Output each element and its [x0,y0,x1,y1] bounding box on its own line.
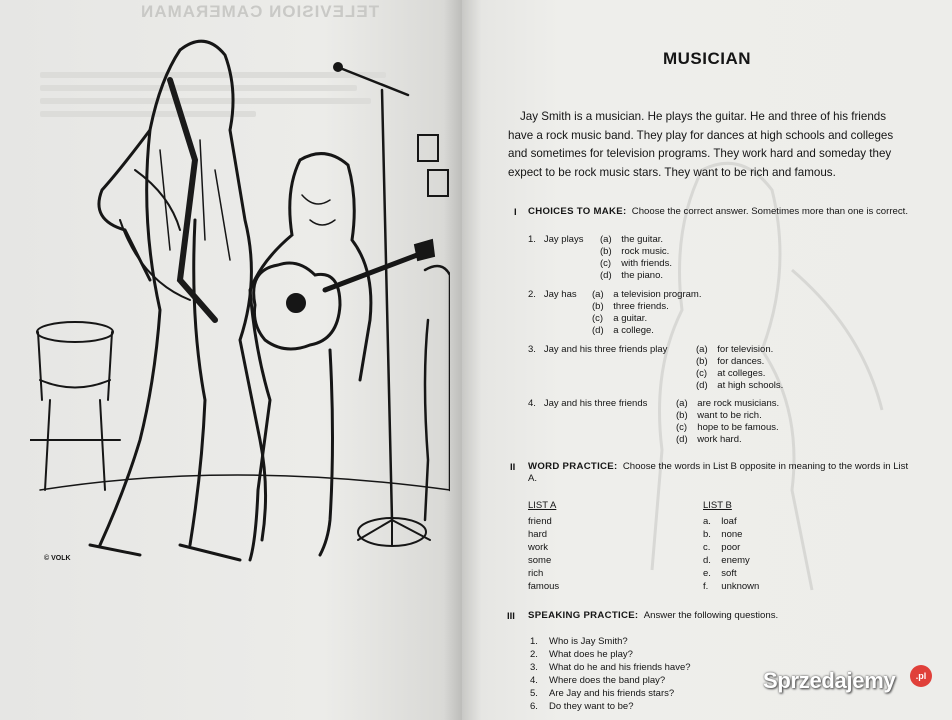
section-2-number: II [510,462,516,473]
section-1-number: I [514,207,517,218]
question-2: 2. Jay has [528,289,577,300]
section-3-text [528,610,912,622]
question-1-option-d: (d) the piano. [600,270,664,281]
list-a-item: friend [528,516,552,527]
microphone-icon [340,68,408,95]
watermark-badge: .pl [910,665,932,687]
question-4-option-c: (c) hope to be famous. [676,422,779,433]
list-b-title: LIST B [703,500,732,511]
section-3-heading: SPEAKING PRACTICE: [528,610,639,621]
speaking-question: 5. Are Jay and his friends stars? [530,688,675,699]
left-page [0,0,462,720]
question-3-option-b: (b) for dances. [696,356,765,367]
bleed-through-title: TELEVISION CAMERAMAN [140,2,380,21]
section-2-heading: WORD PRACTICE: [528,461,618,472]
musicians-illustration [30,20,450,580]
question-3-option-d: (d) at high schools. [696,380,784,391]
question-2-option-c: (c) a guitar. [592,313,648,324]
list-a-item: some [528,555,552,566]
question-3: 3. Jay and his three friends play [528,344,668,355]
speaking-question: 2. What does he play? [530,649,633,660]
section-2-text [528,461,912,484]
speaking-question: 4. Where does the band play? [530,675,666,686]
list-a-item: hard [528,529,548,540]
question-3-option-c: (c) at colleges. [696,368,766,379]
question-2-option-a: (a) a television program. [592,289,702,300]
right-page [462,0,952,720]
list-b-item: f. unknown [703,581,760,592]
question-1-option-a: (a) the guitar. [600,234,664,245]
section-1-heading: CHOICES TO MAKE: [528,206,627,217]
list-b-item: a. loaf [703,516,737,527]
question-2-option-d: (d) a college. [592,325,654,336]
question-1-option-b: (b) rock music. [600,246,670,257]
speaking-question: 3. What do he and his friends have? [530,662,691,673]
question-4-option-d: (d) work hard. [676,434,742,445]
section-1-instruction: Choose the correct answer. Sometimes more than one is correct. [631,206,908,217]
page-title: MUSICIAN [662,49,752,68]
illustration-credit: © VOLK [44,555,71,562]
section-3-number: III [507,611,515,622]
question-1-option-c: (c) with friends. [600,258,672,269]
speaking-question: 6. Do they want to be? [530,701,634,712]
question-2-option-b: (b) three friends. [592,301,669,312]
list-a-item: famous [528,581,560,592]
question-4-option-a: (a) are rock musicians. [676,398,780,409]
list-a-item: rich [528,568,544,579]
watermark-logo: Sprzedajemy [763,668,896,693]
list-b-item: c. poor [703,542,741,553]
list-b-item: d. enemy [703,555,750,566]
section-1-text [528,206,908,218]
list-a-item: work [528,542,549,553]
question-4: 4. Jay and his three friends [528,398,648,409]
question-4-option-b: (b) want to be rich. [676,410,762,421]
list-b-item: b. none [703,529,743,540]
drum-icon [37,322,113,342]
question-3-option-a: (a) for television. [696,344,774,355]
intro-paragraph: Jay Smith is a musician. He plays the guitar. He and three of his friends have a rock music band. They play for dances at high schools and colleges and sometimes for television programs. They work hard and someday they expect to be rock music stars. They want to be rich and famous. [508,110,894,179]
list-a-title: LIST A [528,500,557,511]
section-2-instruction: Choose the words in List B opposite in meaning to the words in List A. [528,461,909,484]
section-3-instruction: Answer the following questions. [643,610,779,621]
list-b-item: e. soft [703,568,737,579]
speaking-question: 1. Who is Jay Smith? [530,636,628,647]
question-1: 1. Jay plays [528,234,584,245]
